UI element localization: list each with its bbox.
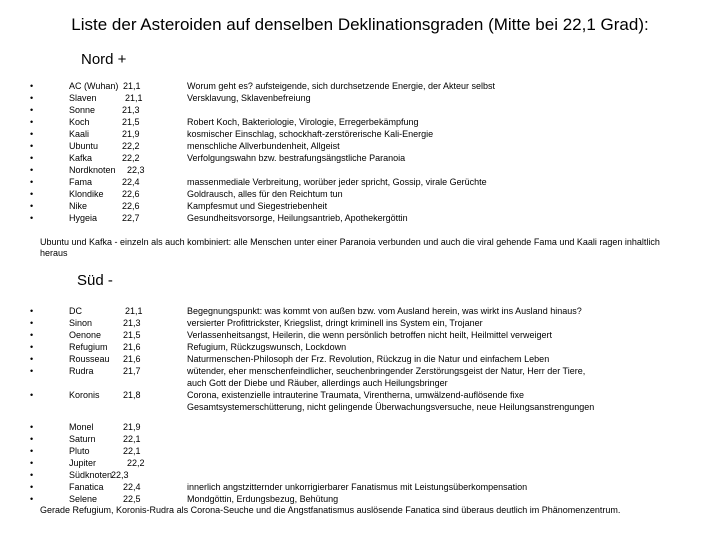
asteroid-description-cont: Gesamtsystemerschütterung, nicht gelingende Überwachungsversuche, neue Heilungsanstrengungen	[187, 402, 595, 412]
declination-value: 21,9	[122, 129, 140, 139]
bullet-icon: •	[30, 318, 34, 328]
asteroid-description: Mondgöttin, Erdungsbezug, Behütung	[187, 494, 339, 504]
bullet-icon: •	[30, 482, 34, 492]
bullet-icon: •	[30, 129, 34, 139]
bullet-icon: •	[30, 105, 34, 115]
asteroid-name: Slaven	[69, 93, 97, 103]
declination-value: 21,9	[123, 422, 141, 432]
asteroid-name: Hygeia	[69, 213, 98, 223]
asteroid-description-cont: auch Gott der Diebe und Räuber, allerdings auch Heilungsbringer	[187, 378, 448, 388]
asteroid-name: Sinon	[69, 318, 93, 328]
bullet-icon: •	[30, 342, 34, 352]
asteroid-name: Rudra	[69, 366, 94, 376]
bullet-icon: •	[30, 390, 34, 400]
bullet-icon: •	[30, 470, 34, 480]
asteroid-description: Corona, existenzielle intrauterine Traumata, Virentherna, umwälzend-auflösende fixe	[187, 390, 525, 400]
asteroid-name: Nordknoten	[69, 165, 116, 175]
asteroid-name: Saturn	[69, 434, 96, 444]
bullet-icon: •	[30, 81, 34, 91]
bullet-icon: •	[30, 141, 34, 151]
bullet-icon: •	[30, 153, 34, 163]
bullet-icon: •	[30, 434, 34, 444]
bullet-icon: •	[30, 93, 34, 103]
bullet-icon: •	[30, 446, 34, 456]
declination-value: 22,3	[127, 165, 145, 175]
bullet-icon: •	[30, 494, 34, 504]
sued-note: Gerade Refugium, Koronis-Rudra als Corona-Seuche und die Angstfanatismus auslösende Fanatica sind überaus deutlich im Phänomenzentrum.	[40, 505, 621, 515]
asteroid-name: Selene	[69, 494, 98, 504]
asteroid-description: Begegnungspunkt: was kommt von außen bzw. vom Ausland herein, was wirkt ins Ausland hinaus?	[187, 306, 582, 316]
bullet-icon: •	[30, 189, 34, 199]
asteroid-name: Südknoten	[69, 470, 113, 480]
declination-value: 22,6	[122, 189, 140, 199]
declination-value: 22,4	[123, 482, 141, 492]
asteroid-name: AC (Wuhan)	[69, 81, 119, 91]
declination-value: 21,5	[122, 117, 140, 127]
asteroid-name: Nike	[69, 201, 88, 211]
asteroid-name: Ubuntu	[69, 141, 99, 151]
bullet-icon: •	[30, 354, 34, 364]
declination-value: 21,1	[125, 306, 143, 316]
bullet-icon: •	[30, 306, 34, 316]
asteroid-description: kosmischer Einschlag, schockhaft-zerstörerische Kali-Energie	[187, 129, 434, 139]
bullet-icon: •	[30, 201, 34, 211]
asteroid-name: Pluto	[69, 446, 90, 456]
asteroid-description: Verlassenheitsangst, Heilerin, die wenn persönlich betroffen nicht heilt, Heilmittel verweigert	[187, 330, 553, 340]
section-heading-sued: Süd -	[77, 272, 113, 289]
asteroid-name: Fanatica	[69, 482, 104, 492]
declination-value: 22,2	[127, 458, 145, 468]
bullet-icon: •	[30, 177, 34, 187]
asteroid-name: Kafka	[69, 153, 93, 163]
asteroid-description: versierter Profittrickster, Kriegslist, dringt kriminell ins System ein, Trojaner	[187, 318, 483, 328]
asteroid-name: Refugium	[69, 342, 108, 352]
asteroid-description: Robert Koch, Bakteriologie, Virologie, Erregerbekämpfung	[187, 117, 419, 127]
asteroid-description: innerlich angstzitternder unkorrigierbarer Fanatismus mit Leistungsüberkompensation	[187, 482, 528, 492]
asteroid-description: wütender, eher menschenfeindlicher, seuchenbringender Zerstörungsgeist der Natur, Herr der Tiere,	[187, 366, 586, 376]
declination-value: 22,1	[123, 446, 141, 456]
asteroid-name: Sonne	[69, 105, 96, 115]
asteroid-name: Koronis	[69, 390, 100, 400]
asteroid-name: Koch	[69, 117, 90, 127]
declination-value: 21,5	[123, 330, 141, 340]
asteroid-description: Goldrausch, alles für den Reichtum tun	[187, 189, 343, 199]
declination-value: 22,7	[122, 213, 140, 223]
declination-value: 21,1	[125, 93, 143, 103]
declination-value: 22,2	[122, 153, 140, 163]
declination-value: 21,1	[123, 81, 141, 91]
asteroid-description: Worum geht es? aufsteigende, sich durchsetzende Energie, der Akteur selbst	[187, 81, 496, 91]
declination-value: 21,8	[123, 390, 141, 400]
asteroid-description: Refugium, Rückzugswunsch, Lockdown	[187, 342, 347, 352]
bullet-icon: •	[30, 117, 34, 127]
bullet-icon: •	[30, 422, 34, 432]
asteroid-description: massenmediale Verbreitung, worüber jeder spricht, Gossip, virale Gerüchte	[187, 177, 487, 187]
bullet-icon: •	[30, 165, 34, 175]
asteroid-description: menschliche Allverbundenheit, Allgeist	[187, 141, 340, 151]
asteroid-name: Kaali	[69, 129, 90, 139]
declination-value: 21,3	[122, 105, 140, 115]
asteroid-name: Fama	[69, 177, 93, 187]
declination-value: 21,6	[123, 354, 141, 364]
page-title: Liste der Asteroiden auf denselben Deklinationsgraden (Mitte bei 22,1 Grad):	[71, 15, 649, 34]
asteroid-name: Rousseau	[69, 354, 110, 364]
declination-value: 22,2	[122, 141, 140, 151]
asteroid-name: Jupiter	[69, 458, 97, 468]
declination-value: 22,6	[122, 201, 140, 211]
section-heading-nord: Nord +	[81, 51, 127, 68]
declination-value: 21,7	[123, 366, 141, 376]
asteroid-description: Verfolgungswahn bzw. bestrafungsängstliche Paranoia	[187, 153, 406, 163]
asteroid-description: Versklavung, Sklavenbefreiung	[187, 93, 311, 103]
bullet-icon: •	[30, 330, 34, 340]
asteroid-description: Gesundheitsvorsorge, Heilungsantrieb, Apothekergöttin	[187, 213, 408, 223]
declination-value: 22,4	[122, 177, 140, 187]
asteroid-name: Oenone	[69, 330, 102, 340]
asteroid-description: Naturmenschen-Philosoph der Frz. Revolution, Rückzug in die Natur und einfachem Leben	[187, 354, 550, 364]
declination-value: 22,5	[123, 494, 141, 504]
asteroid-name: Klondike	[69, 189, 104, 199]
declination-value: 21,3	[123, 318, 141, 328]
nord-note: Ubuntu und Kafka - einzeln als auch kombiniert: alle Menschen unter einer Paranoia verbunden und auch die viral gehende Fama und Kaali ragen inhaltlich heraus	[40, 237, 660, 258]
declination-value: 22,3	[111, 470, 129, 480]
declination-value: 21,6	[123, 342, 141, 352]
asteroid-name: Monel	[69, 422, 94, 432]
asteroid-description: Kampfesmut und Siegestriebenheit	[187, 201, 328, 211]
bullet-icon: •	[30, 458, 34, 468]
declination-value: 22,1	[123, 434, 141, 444]
asteroid-name: DC	[69, 306, 82, 316]
bullet-icon: •	[30, 366, 34, 376]
bullet-icon: •	[30, 213, 34, 223]
